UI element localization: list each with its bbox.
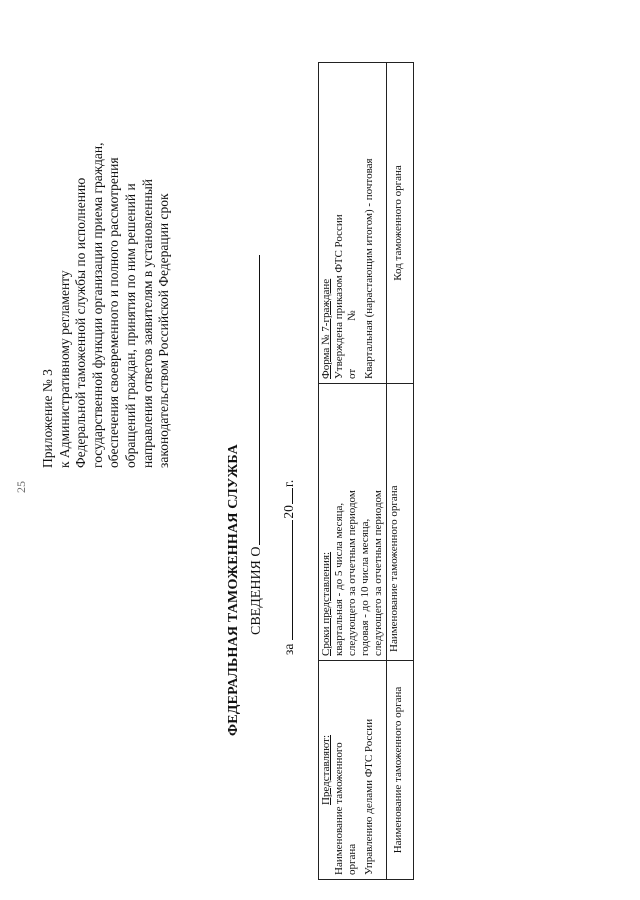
submitters-cell — [319, 661, 387, 880]
bottom-right-cell — [387, 63, 414, 384]
period-year-blank — [280, 488, 293, 504]
org-name-caption: Наименование таможенного органа — [388, 485, 400, 652]
table-row — [319, 63, 387, 880]
table-row — [387, 63, 414, 880]
from-label: от — [346, 368, 358, 379]
approval-line: Утверждена приказом ФТС России — [333, 214, 345, 379]
report-title-blank — [247, 256, 260, 546]
submitters-header: Представляют: — [320, 734, 332, 806]
appendix-line: законодательством Российской Федерации срок — [156, 193, 172, 468]
appendix-line: Приложение № 3 — [40, 369, 55, 468]
appendix-line: Федеральной таможенной службы по исполнению — [73, 177, 89, 468]
page-number: 25 — [14, 481, 28, 493]
bottom-mid-cell — [387, 384, 414, 661]
appendix-line: обеспечения своевременного и полного рассмотрения — [106, 157, 122, 468]
report-title — [247, 256, 265, 636]
deadlines-cell — [319, 384, 387, 661]
report-title-text: СВЕДЕНИЯ О — [249, 546, 264, 635]
deadlines-header: Сроки представления: — [320, 551, 332, 656]
submitter-line: Наименование таможенного — [333, 742, 345, 875]
bottom-left-cell — [387, 661, 414, 880]
appendix-line: направления ответов заявителям в установленный — [139, 178, 155, 468]
form-info-cell — [319, 63, 387, 384]
org-name-caption: Наименование таможенного органа — [392, 686, 404, 854]
org-code-caption: Код таможенного органа — [392, 165, 404, 281]
appendix-line: к Административному регламенту — [56, 270, 72, 468]
deadline-line: следующего за отчетным периодом — [372, 490, 384, 656]
frequency-line: Квартальная (нарастающим итогом) - почтовая — [363, 158, 375, 379]
period-prefix: за — [281, 643, 296, 655]
deadline-line: годовая - до 10 числа месяца, — [359, 518, 371, 656]
approval-date-number — [346, 67, 359, 379]
form-table — [318, 62, 414, 880]
number-label: № — [346, 310, 358, 321]
appendix-block — [40, 38, 173, 468]
deadline-line: следующего за отчетным периодом — [346, 490, 358, 656]
appendix-line: обращений граждан, принятия по ним решений и — [122, 183, 138, 468]
period-suffix: г. — [281, 479, 296, 488]
reporting-period — [280, 480, 297, 655]
submitter-line: органа — [346, 843, 358, 875]
submitter-line: Управлению делами ФТС России — [363, 718, 375, 875]
deadline-line: квартальная - до 5 числа месяца, — [333, 502, 345, 656]
form-name: Форма № 7-граждане — [320, 278, 332, 379]
period-year-prefix: 20 — [281, 505, 296, 519]
appendix-line: государственной функции организации приема граждан, — [89, 142, 105, 468]
period-blank — [280, 520, 293, 640]
agency-heading: ФЕДЕРАЛЬНАЯ ТАМОЖЕННАЯ СЛУЖБА — [226, 444, 241, 736]
